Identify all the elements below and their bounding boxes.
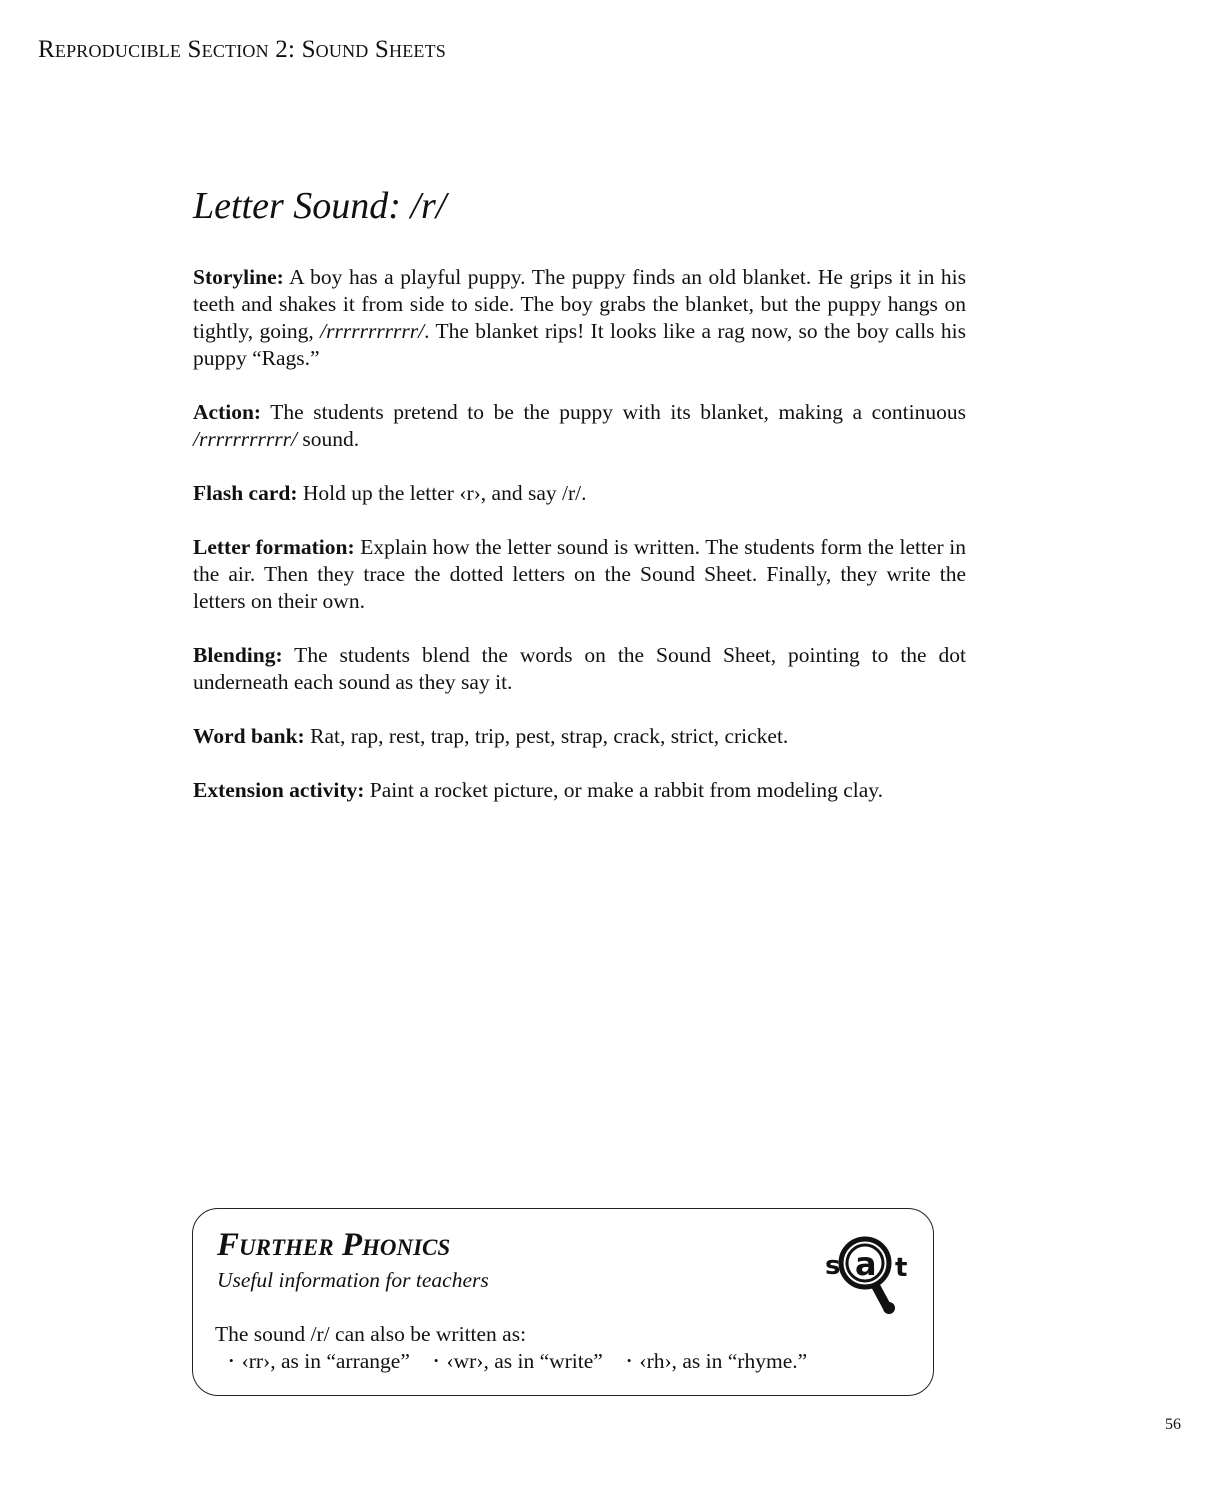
sat-magnifying-glass-icon [825, 1219, 917, 1319]
action-text-part1: The students pretend to be the puppy with its blanket, making a continuous [261, 399, 966, 424]
flash-card-text: Hold up the letter ‹r›, and say /r/. [297, 480, 587, 505]
logo-letter-t: t [895, 1253, 908, 1283]
letter-formation-paragraph [193, 534, 966, 615]
action-text-part2: sound. [296, 426, 360, 451]
bullet-icon: • [626, 1353, 632, 1368]
alternate-spellings-list [229, 1349, 807, 1374]
further-phonics-intro: The sound /r/ can also be written as: [215, 1322, 527, 1346]
further-phonics-title: Further Phonics [217, 1227, 451, 1263]
magnifier-handle-tip [883, 1302, 895, 1314]
blending-paragraph [193, 642, 966, 696]
storyline-paragraph [193, 264, 966, 372]
storyline-text-part2: . The blanket rips! It looks like a rag now, so the boy calls his puppy “Rags.” [193, 318, 966, 370]
storyline-sound: /rrrrrrrrrrr/ [320, 318, 425, 343]
flash-card-paragraph [193, 480, 966, 507]
word-bank-paragraph [193, 723, 966, 750]
running-header: Reproducible Section 2: Sound Sheets [38, 36, 447, 63]
list-item-text: ‹wr›, as in “write” [446, 1349, 603, 1373]
page-number: 56 [1165, 1416, 1181, 1433]
list-item-text: ‹rr›, as in “arrange” [241, 1349, 410, 1373]
action-sound: /rrrrrrrrrrr/ [193, 426, 297, 451]
further-phonics-subtitle: Useful information for teachers [217, 1268, 489, 1292]
action-paragraph [193, 399, 966, 453]
main-content [193, 186, 966, 831]
blending-label: Blending: [193, 642, 283, 667]
further-phonics-box [192, 1208, 934, 1396]
storyline-text-part1: A boy has a playful puppy. The puppy finds an old blanket. He grips it in his teeth and shakes it from side to side. The boy grabs the blanket, but the puppy hangs on tightly, going, [193, 264, 966, 343]
logo-letter-s: s [825, 1251, 841, 1281]
word-bank-label: Word bank: [193, 723, 305, 748]
storyline-label: Storyline: [193, 264, 284, 289]
bullet-icon: • [229, 1353, 234, 1368]
word-bank-text: Rat, rap, rest, trap, trip, pest, strap, crack, strict, cricket. [304, 723, 789, 748]
page-title: Letter Sound: /r/ [193, 185, 447, 227]
list-item [434, 1349, 603, 1374]
action-label: Action: [193, 399, 262, 424]
list-item-text: ‹rh›, as in “rhyme.” [639, 1349, 808, 1373]
letter-formation-label: Letter formation: [193, 534, 355, 559]
list-item [229, 1349, 410, 1374]
letter-formation-text: Explain how the letter sound is written. The students form the letter in the air. Then they trace the dotted letters on the Sound Sheet. Finally, they write the letters on their own. [193, 534, 966, 613]
logo-letter-a: a [855, 1245, 877, 1283]
flash-card-label: Flash card: [193, 480, 298, 505]
extension-activity-label: Extension activity: [193, 777, 365, 802]
bullet-icon: • [433, 1353, 439, 1368]
blending-text: The students blend the words on the Sound Sheet, pointing to the dot underneath each sound as they say it. [193, 642, 966, 694]
extension-activity-paragraph [193, 777, 966, 804]
extension-activity-text: Paint a rocket picture, or make a rabbit from modeling clay. [364, 777, 884, 802]
list-item [627, 1349, 807, 1374]
